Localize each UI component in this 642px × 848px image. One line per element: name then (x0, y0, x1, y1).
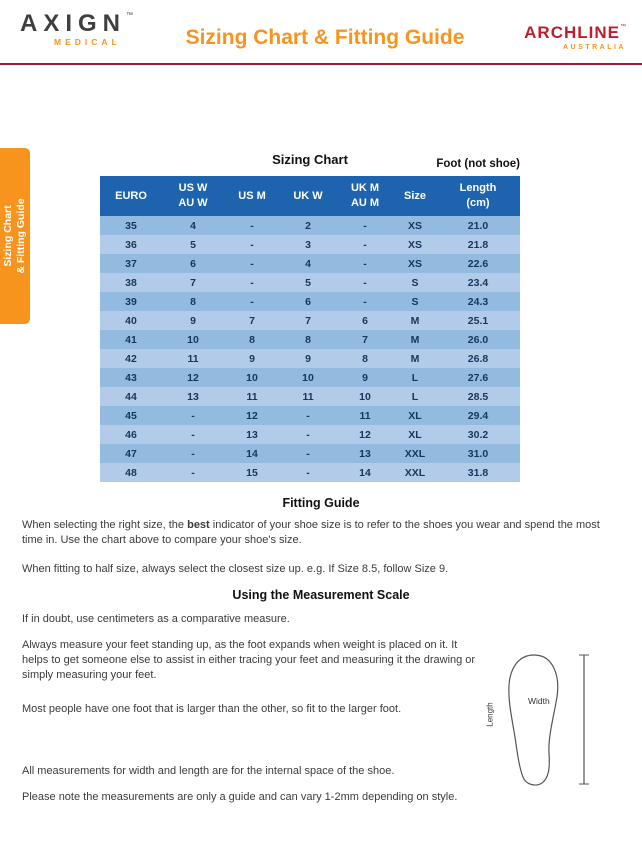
table-row (100, 273, 520, 292)
table-cell: 15 (224, 463, 280, 482)
axign-logo-subtext: MEDICAL (54, 37, 121, 47)
table-cell: - (280, 444, 336, 463)
table-cell: 10 (336, 387, 394, 406)
measurement-paragraph-5: Please note the measurements are only a guide and can vary 1-2mm depending on style. (22, 791, 458, 803)
table-cell: 13 (336, 444, 394, 463)
table-cell: 7 (224, 311, 280, 330)
table-row (100, 349, 520, 368)
table-cell: XS (394, 216, 436, 235)
fitting-guide-paragraph-2: When fitting to half size, always select the closest size up. e.g. If Size 8.5, follow Size 9. (22, 563, 449, 575)
table-cell: - (162, 425, 224, 444)
table-row (100, 235, 520, 254)
table-cell: 44 (100, 387, 162, 406)
table-cell: - (162, 463, 224, 482)
column-header: Length (cm) (436, 176, 520, 216)
table-cell: 12 (162, 368, 224, 387)
table-cell: 13 (224, 425, 280, 444)
table-cell: 11 (162, 349, 224, 368)
table-cell: 8 (224, 330, 280, 349)
foot-outline-drawing (492, 648, 604, 793)
length-label: Length (485, 702, 495, 727)
sizing-table (100, 176, 520, 482)
table-row (100, 425, 520, 444)
table-cell: 31.0 (436, 444, 520, 463)
side-tab (0, 148, 30, 324)
archline-trademark: ™ (620, 24, 626, 30)
table-cell: 7 (336, 330, 394, 349)
header-divider (0, 63, 642, 65)
table-cell: 21.0 (436, 216, 520, 235)
table-cell: 35 (100, 216, 162, 235)
table-cell: 2 (280, 216, 336, 235)
table-cell: 11 (280, 387, 336, 406)
table-cell: 31.8 (436, 463, 520, 482)
table-row (100, 216, 520, 235)
table-cell: 28.5 (436, 387, 520, 406)
table-cell: 6 (336, 311, 394, 330)
side-tab-label (0, 148, 30, 324)
measurement-paragraph-3: Most people have one foot that is larger than the other, so fit to the larger foot. (22, 703, 402, 715)
table-cell: - (336, 235, 394, 254)
table-cell: - (336, 254, 394, 273)
table-cell: M (394, 349, 436, 368)
table-cell: 30.2 (436, 425, 520, 444)
table-cell: 8 (162, 292, 224, 311)
table-row (100, 387, 520, 406)
table-cell: M (394, 311, 436, 330)
table-cell: 6 (280, 292, 336, 311)
table-cell: 46 (100, 425, 162, 444)
table-cell: 14 (224, 444, 280, 463)
table-cell: 9 (224, 349, 280, 368)
table-cell: 9 (336, 368, 394, 387)
table-row (100, 368, 520, 387)
table-cell: 7 (280, 311, 336, 330)
table-cell: 4 (162, 216, 224, 235)
table-header-row (100, 176, 520, 216)
table-cell: XS (394, 235, 436, 254)
archline-logo (524, 24, 626, 51)
table-cell: 29.4 (436, 406, 520, 425)
side-tab-line2: & Fitting Guide (15, 198, 27, 274)
table-cell: 41 (100, 330, 162, 349)
paragraph-bold-text: best (187, 519, 210, 531)
table-cell: XL (394, 406, 436, 425)
table-cell: M (394, 330, 436, 349)
column-header: UK M AU M (336, 176, 394, 216)
table-body (100, 216, 520, 482)
table-cell: XXL (394, 444, 436, 463)
table-cell: 12 (336, 425, 394, 444)
foot-measurement-diagram (485, 648, 604, 793)
sizing-chart-title: Sizing Chart (272, 152, 348, 167)
column-header: EURO (100, 176, 162, 216)
fitting-guide-heading: Fitting Guide (282, 496, 360, 510)
table-cell: XXL (394, 463, 436, 482)
table-cell: 21.8 (436, 235, 520, 254)
table-row (100, 254, 520, 273)
table-cell: L (394, 387, 436, 406)
table-cell: 38 (100, 273, 162, 292)
table-cell: S (394, 273, 436, 292)
table-cell: 25.1 (436, 311, 520, 330)
table-cell: S (394, 292, 436, 311)
table-row (100, 463, 520, 482)
table-cell: 37 (100, 254, 162, 273)
table-cell: 12 (224, 406, 280, 425)
table-cell: 8 (280, 330, 336, 349)
table-row (100, 311, 520, 330)
table-cell: 22.6 (436, 254, 520, 273)
table-cell: - (162, 444, 224, 463)
table-cell: 9 (280, 349, 336, 368)
table-cell: 26.0 (436, 330, 520, 349)
table-cell: 8 (336, 349, 394, 368)
foot-not-shoe-note: Foot (not shoe) (436, 158, 520, 170)
table-row (100, 444, 520, 463)
table-cell: 39 (100, 292, 162, 311)
table-cell: 47 (100, 444, 162, 463)
paragraph-text: indicator of your shoe size is to refer to the shoes you wear and spend the most time in. Use the chart above to compare your shoe's size. (22, 519, 600, 546)
side-tab-line1: Sizing Chart (1, 205, 14, 267)
page-title: Sizing Chart & Fitting Guide (185, 26, 465, 49)
table-cell: 11 (224, 387, 280, 406)
table-cell: - (336, 273, 394, 292)
measurement-scale-heading: Using the Measurement Scale (232, 588, 410, 602)
table-cell: - (224, 235, 280, 254)
table-cell: 26.8 (436, 349, 520, 368)
column-header: UK W (280, 176, 336, 216)
column-header: US M (224, 176, 280, 216)
table-cell: 3 (280, 235, 336, 254)
width-label: Width (528, 696, 550, 706)
table-cell: 10 (162, 330, 224, 349)
table-cell: 9 (162, 311, 224, 330)
table-cell: 14 (336, 463, 394, 482)
table-cell: - (280, 406, 336, 425)
axign-trademark: ™ (126, 12, 134, 19)
fitting-guide-paragraph-1 (22, 518, 622, 548)
table-cell: 10 (280, 368, 336, 387)
measurement-paragraph-2: Always measure your feet standing up, as the foot expands when weight is placed on it. It helps to get someone else to assist in either tracing your feet and measuring it the drawing or simply measuring your feet. (22, 639, 476, 681)
table-row (100, 292, 520, 311)
table-cell: 24.3 (436, 292, 520, 311)
table-row (100, 330, 520, 349)
table-cell: - (336, 216, 394, 235)
table-cell: 42 (100, 349, 162, 368)
table-cell: 13 (162, 387, 224, 406)
table-cell: 7 (162, 273, 224, 292)
table-cell: - (280, 463, 336, 482)
measurement-paragraph-4: All measurements for width and length are for the internal space of the shoe. (22, 765, 395, 777)
table-cell: 5 (162, 235, 224, 254)
table-cell: 45 (100, 406, 162, 425)
table-cell: - (280, 425, 336, 444)
table-cell: 4 (280, 254, 336, 273)
table-cell: - (224, 292, 280, 311)
table-row (100, 406, 520, 425)
header (0, 0, 642, 64)
table-cell: L (394, 368, 436, 387)
table-cell: - (224, 254, 280, 273)
column-header: Size (394, 176, 436, 216)
table-cell: 27.6 (436, 368, 520, 387)
axign-logo (20, 12, 133, 47)
table-cell: 43 (100, 368, 162, 387)
archline-logo-text: ARCHLINE (524, 23, 620, 42)
table-cell: 5 (280, 273, 336, 292)
table-cell: 11 (336, 406, 394, 425)
table-cell: - (224, 216, 280, 235)
table-cell: 40 (100, 311, 162, 330)
table-cell: - (162, 406, 224, 425)
table-cell: 10 (224, 368, 280, 387)
paragraph-text: When selecting the right size, the (22, 519, 188, 531)
measurement-paragraph-1: If in doubt, use centimeters as a comparative measure. (22, 613, 290, 625)
table-cell: XL (394, 425, 436, 444)
table-cell: 48 (100, 463, 162, 482)
table-cell: 6 (162, 254, 224, 273)
table-cell: 23.4 (436, 273, 520, 292)
table-cell: - (224, 273, 280, 292)
table-cell: 36 (100, 235, 162, 254)
axign-logo-text: AXIGN (20, 10, 127, 37)
column-header: US W AU W (162, 176, 224, 216)
table-cell: - (336, 292, 394, 311)
archline-logo-subtext: AUSTRALIA (563, 44, 626, 51)
table-cell: XS (394, 254, 436, 273)
